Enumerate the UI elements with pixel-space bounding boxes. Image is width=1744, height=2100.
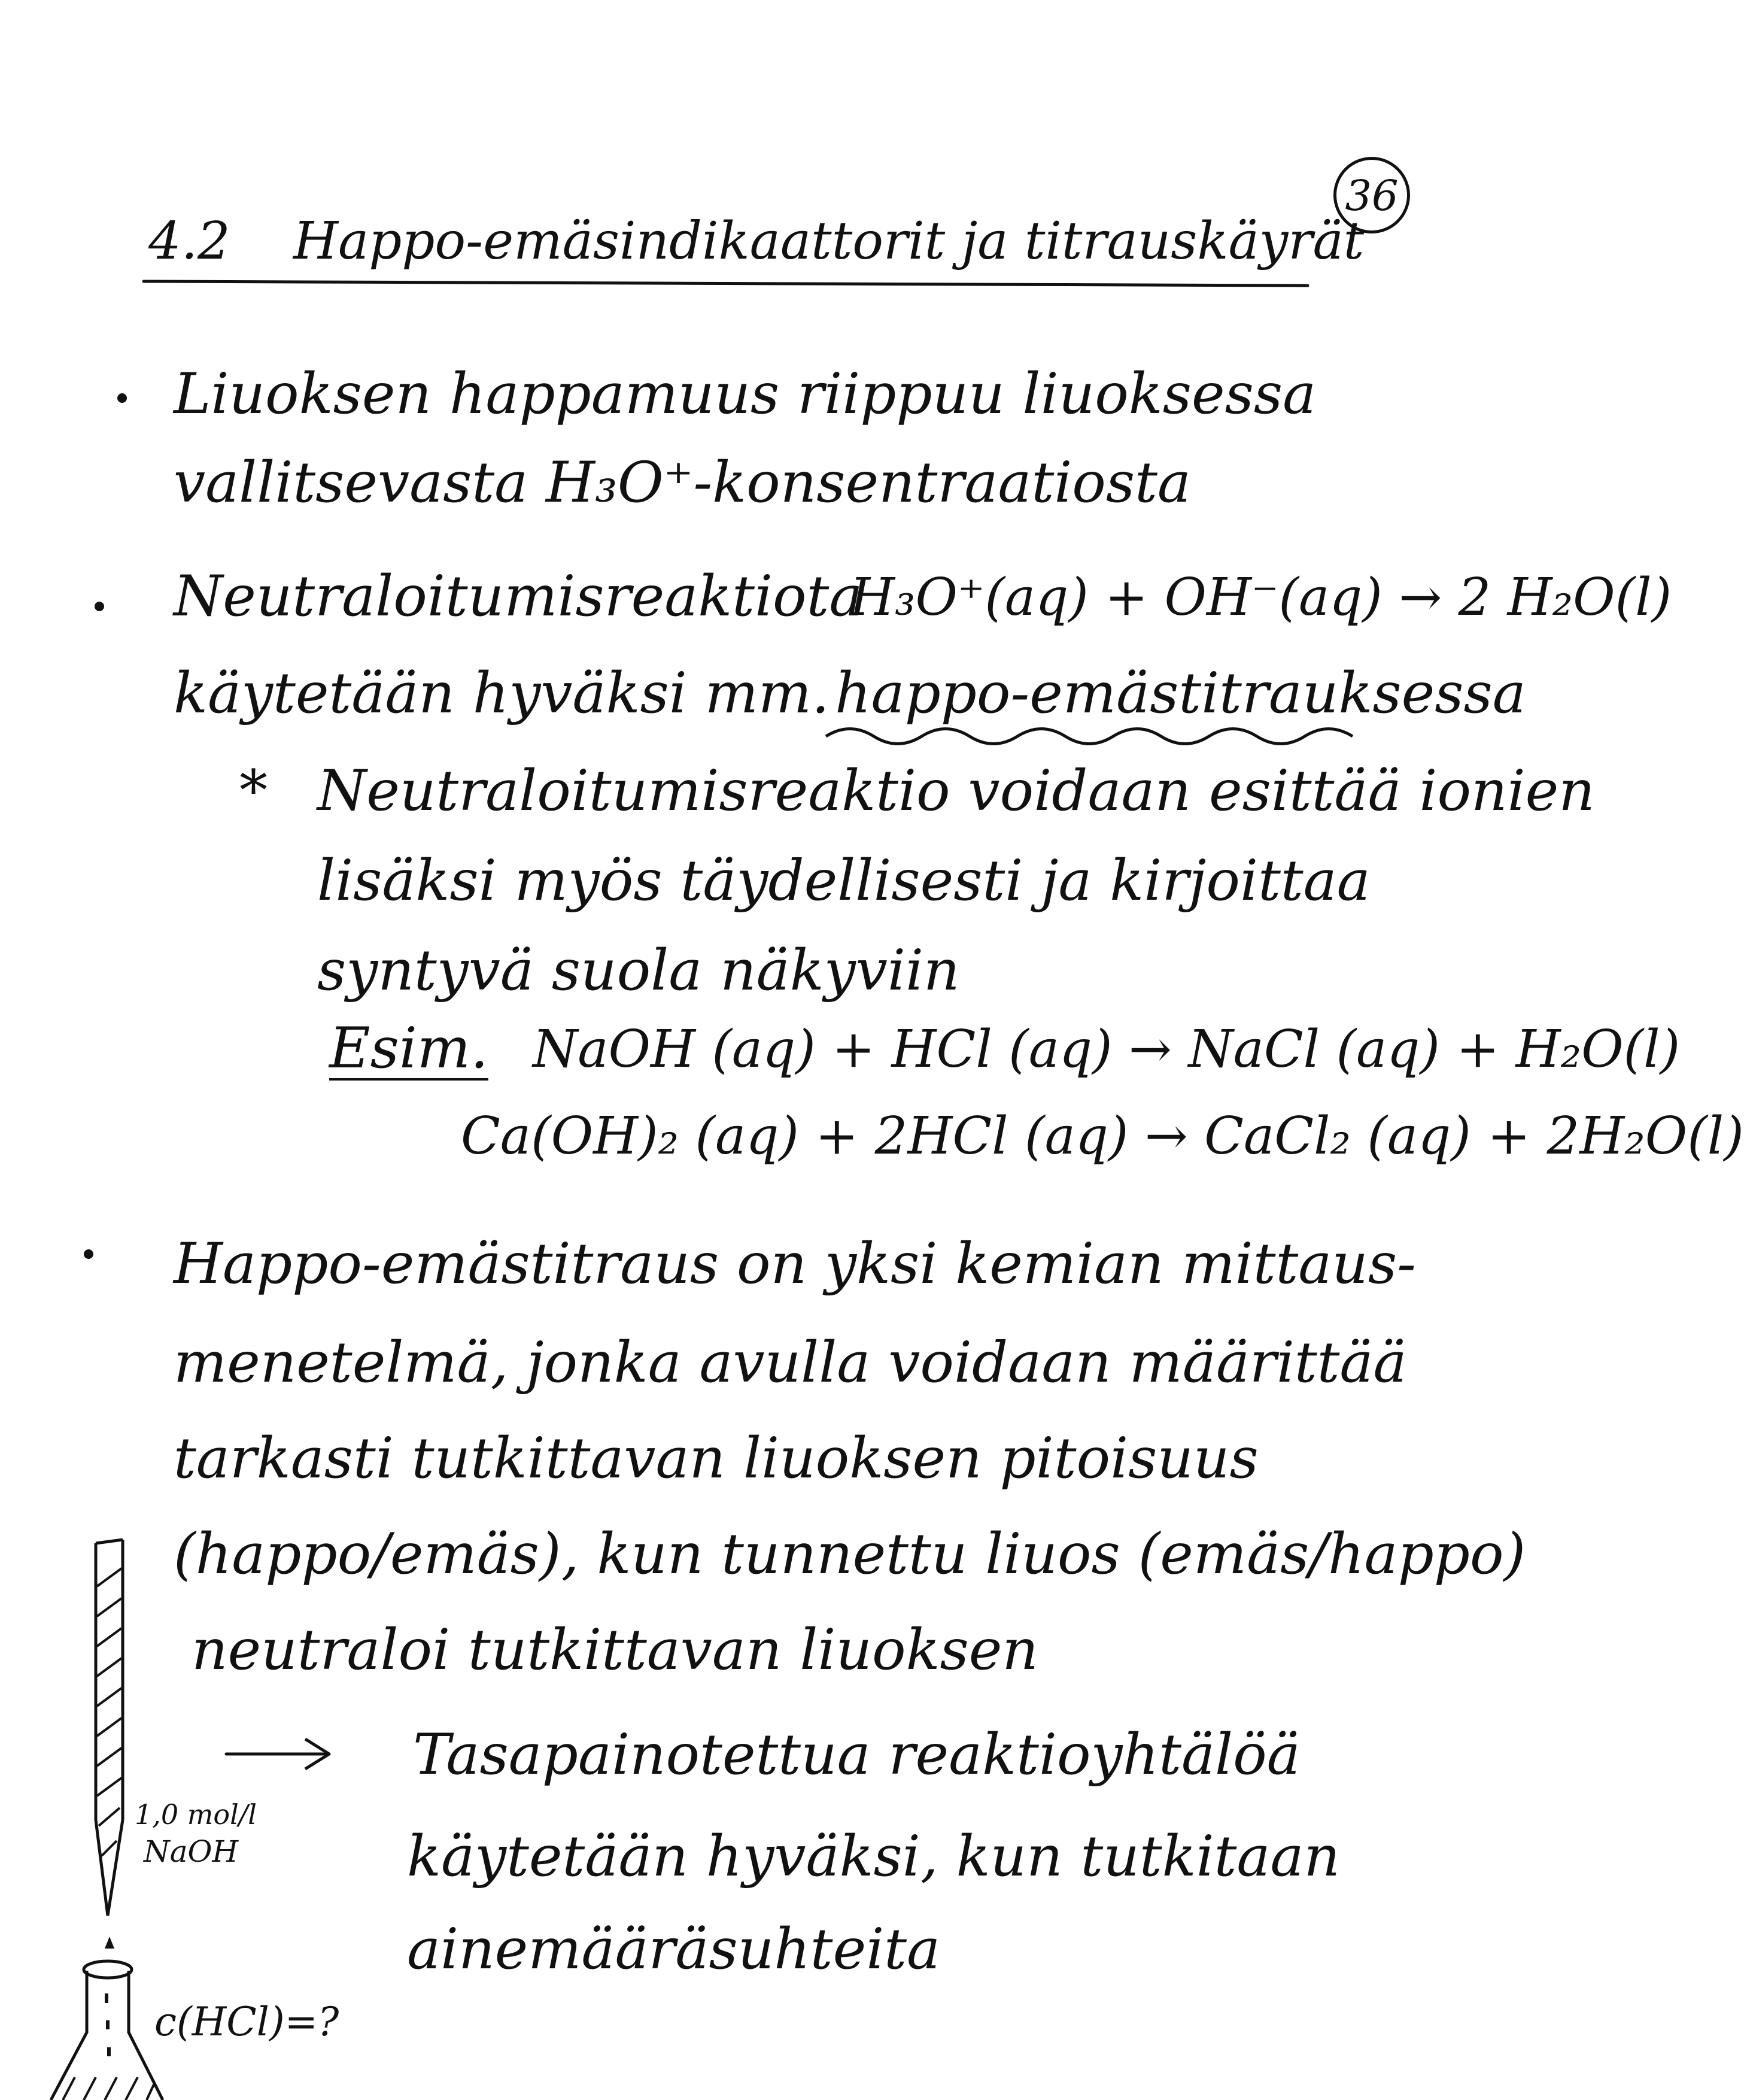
burette-icon bbox=[96, 1540, 123, 1949]
page-number: 36 bbox=[1333, 157, 1410, 233]
sub-line1: Neutraloitumisreaktio voidaan esittää ionien bbox=[317, 758, 1595, 824]
example-label: Esim. bbox=[329, 1016, 488, 1081]
wavy-underline bbox=[826, 729, 1353, 744]
neutralization-equation: H₃O⁺(aq) + OH⁻(aq) → 2 H₂O(l) bbox=[850, 568, 1672, 627]
bullet3-line4: (happo/emäs), kun tunnettu liuos (emäs/happo) bbox=[174, 1522, 1526, 1587]
bullet2-line2-text: käytetään hyväksi mm. bbox=[174, 661, 830, 726]
bullet2-line1-text: Neutraloitumisreaktiota bbox=[174, 564, 863, 629]
section-number: 4.2 bbox=[148, 211, 230, 271]
right-arrow-icon bbox=[226, 1739, 329, 1769]
bullet3-line2: menetelmä, jonka avulla voidaan määrittää bbox=[174, 1330, 1407, 1395]
section-title: Happo-emäsindikaattorit ja titrauskäyrät bbox=[293, 211, 1365, 271]
heading-underline bbox=[144, 281, 1308, 286]
arrow-note-line3: ainemääräsuhteita bbox=[407, 1917, 941, 1982]
flask-label: c(HCl)=? bbox=[154, 1999, 339, 2045]
bullet3-line3: tarkasti tutkittavan liuoksen pitoisuus bbox=[174, 1426, 1259, 1491]
emphasized-term: happo-emästitrauksessa bbox=[835, 661, 1526, 726]
bullet-dot bbox=[84, 1249, 93, 1259]
sub-line3: syntyvä suola näkyviin bbox=[317, 938, 960, 1003]
bullet-dot bbox=[117, 393, 127, 403]
bullet1-line2: vallitsevasta H₃O⁺-konsentraatiosta bbox=[174, 450, 1191, 515]
bullet3-line1: Happo-emästitraus on yksi kemian mittaus- bbox=[174, 1231, 1416, 1297]
example-equation-1: NaOH (aq) + HCl (aq) → NaCl (aq) + H₂O(l) bbox=[533, 1019, 1681, 1079]
bullet-dot bbox=[95, 602, 104, 611]
arrow-note-line2: käytetään hyväksi, kun tutkitaan bbox=[407, 1824, 1341, 1889]
star-marker: * bbox=[239, 758, 268, 824]
bullet1-line1: Liuoksen happamuus riippuu liuoksessa bbox=[174, 362, 1317, 427]
arrow-note-line1: Tasapainotettua reaktioyhtälöä bbox=[413, 1722, 1301, 1788]
bullet3-line5: neutraloi tutkittavan liuoksen bbox=[192, 1618, 1038, 1683]
flask-icon bbox=[51, 1961, 163, 2100]
sub-line2: lisäksi myös täydellisesti ja kirjoittaa bbox=[317, 848, 1371, 914]
burette-solution-label: NaOH bbox=[144, 1834, 239, 1869]
example-equation-2: Ca(OH)₂ (aq) + 2HCl (aq) → CaCl₂ (aq) + 2H₂O(l) bbox=[461, 1106, 1744, 1166]
burette-concentration-label: 1,0 mol/l bbox=[135, 1798, 257, 1831]
